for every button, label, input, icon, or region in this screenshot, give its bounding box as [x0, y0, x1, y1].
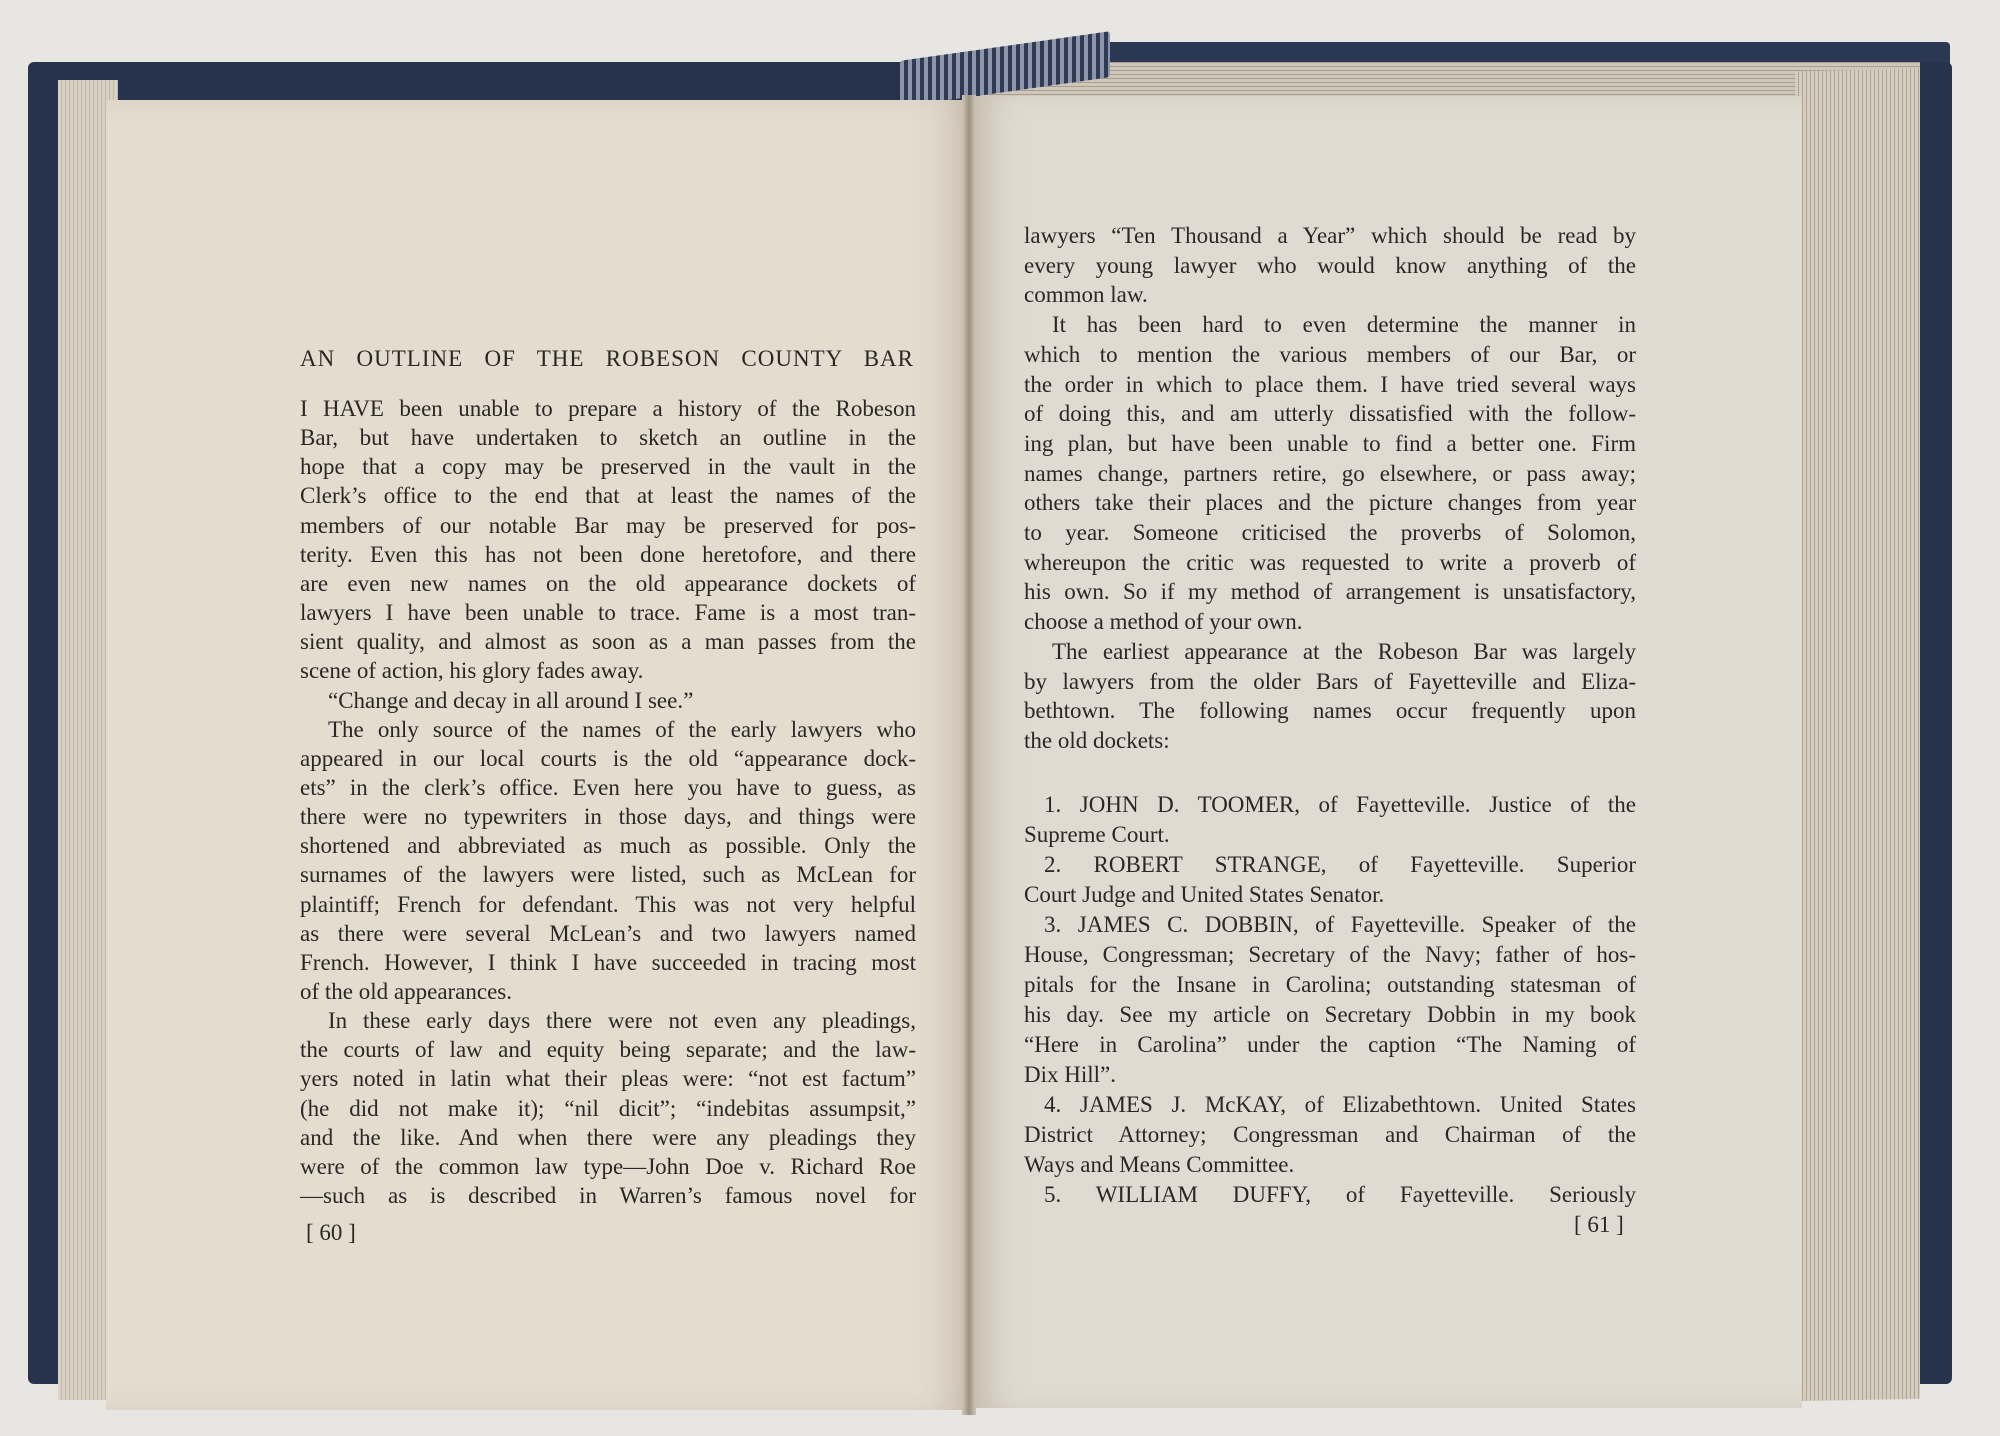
text-line: were of the common law type—John Doe v. Richard Roe: [300, 1153, 916, 1179]
text-line: Court Judge and United States Senator.: [1024, 882, 1385, 907]
text-line: others take their places and the picture changes from year: [1024, 490, 1636, 516]
text-line: whereupon the critic was requested to write a proverb of: [1024, 549, 1636, 575]
text-line: common law.: [1024, 282, 1148, 308]
text-line: (he did not make it); “nil dicit”; “indebitas assumpsit,”: [300, 1095, 916, 1121]
text-line: —such as is described in Warren’s famous novel for: [300, 1183, 916, 1209]
text-line: French. However, I think I have succeeded in tracing most: [300, 949, 916, 975]
page-number-left: [ 60 ]: [306, 1220, 356, 1245]
chapter-title: AN OUTLINE OF THE ROBESON COUNTY BAR: [300, 346, 914, 371]
text-line: Ways and Means Committee.: [1024, 1152, 1295, 1177]
text-line: 5. WILLIAM DUFFY, of Fayetteville. Seriously: [1044, 1182, 1636, 1207]
page-number-right: [ 61 ]: [1574, 1212, 1624, 1237]
text-line: his own. So if my method of arrangement is unsatisfactory,: [1024, 579, 1636, 605]
text-line: members of our notable Bar may be preserved for pos-: [300, 512, 916, 538]
text-line: shortened and abbreviated as much as possible. Only the: [300, 833, 916, 859]
page-edges-top: [980, 62, 1920, 98]
text-line: the order in which to place them. I have tried several ways: [1024, 371, 1636, 397]
text-line: ing plan, but have been unable to find a better one. Firm: [1024, 430, 1636, 456]
text-line: his day. See my article on Secretary Dobbin in my book: [1024, 1002, 1636, 1027]
text-line: I HAVE been unable to prepare a history of the Robeson: [300, 396, 916, 421]
text-line: surnames of the lawyers were listed, such as McLean for: [300, 862, 916, 888]
text-line: which to mention the various members of our Bar, or: [1024, 341, 1636, 367]
text-line: sient quality, and almost as soon as a man passes from the: [300, 629, 916, 655]
text-line: of doing this, and am utterly dissatisfied with the follow-: [1024, 401, 1636, 427]
text-line: choose a method of your own.: [1024, 609, 1303, 635]
text-line: pitals for the Insane in Carolina; outstanding statesman of: [1024, 972, 1636, 997]
text-line: by lawyers from the older Bars of Fayetteville and Eliza-: [1024, 668, 1636, 694]
text-line: yers noted in latin what their pleas were: “not est factum”: [300, 1066, 916, 1092]
text-line: hope that a copy may be preserved in the vault in the: [300, 454, 916, 480]
text-line: “Here in Carolina” under the caption “The Naming of: [1024, 1032, 1636, 1057]
text-line: Bar, but have undertaken to sketch an outline in the: [300, 425, 916, 451]
text-line: The earliest appearance at the Robeson Bar was largely: [1052, 638, 1636, 664]
text-line: lawyers I have been unable to trace. Fame is a most tran-: [300, 600, 916, 626]
page-edges-right: [1795, 69, 1920, 1401]
text-line: to year. Someone criticised the proverbs of Solomon,: [1024, 520, 1636, 545]
text-line: Dix Hill”.: [1024, 1062, 1116, 1087]
text-line: names change, partners retire, go elsewhere, or pass away;: [1024, 460, 1636, 486]
text-line: Supreme Court.: [1024, 822, 1170, 847]
text-line: lawyers “Ten Thousand a Year” which should be read by: [1024, 223, 1636, 248]
text-line: 3. JAMES C. DOBBIN, of Fayetteville. Speaker of the: [1044, 912, 1636, 937]
text-line: scene of action, his glory fades away.: [300, 658, 644, 684]
text-line: and the like. And when there were any pleadings they: [300, 1124, 916, 1150]
text-line: It has been hard to even determine the manner in: [1052, 312, 1636, 338]
text-line: of the old appearances.: [300, 979, 513, 1004]
text-line: ets” in the clerk’s office. Even here you have to guess, as: [300, 774, 916, 800]
text-line: bethtown. The following names occur frequently upon: [1024, 698, 1636, 724]
text-line: every young lawyer who would know anything of the: [1024, 252, 1636, 278]
text-line: plaintiff; French for defendant. This was not very helpful: [300, 891, 916, 917]
text-line: the old dockets:: [1024, 727, 1170, 753]
text-line: 1. JOHN D. TOOMER, of Fayetteville. Justice of the: [1044, 792, 1636, 817]
text-line: are even new names on the old appearance dockets of: [300, 570, 916, 596]
text-line: as there were several McLean’s and two lawyers named: [300, 920, 916, 946]
text-line: “Change and decay in all around I see.”: [328, 687, 694, 713]
text-line: Clerk’s office to the end that at least the names of the: [300, 483, 916, 509]
text-line: there were no typewriters in those days, and things were: [300, 804, 916, 830]
book-gutter: [962, 95, 976, 1415]
text-line: 2. ROBERT STRANGE, of Fayetteville. Superior: [1044, 852, 1636, 877]
text-line: District Attorney; Congressman and Chairman of the: [1024, 1122, 1636, 1147]
text-line: the courts of law and equity being separate; and the law-: [300, 1037, 916, 1063]
text-line: appeared in our local courts is the old “appearance dock-: [300, 745, 916, 771]
text-line: House, Congressman; Secretary of the Navy; father of hos-: [1024, 942, 1636, 967]
text-line: 4. JAMES J. McKAY, of Elizabethtown. United States: [1044, 1092, 1636, 1117]
text-line: terity. Even this has not been done heretofore, and there: [300, 541, 916, 567]
text-line: In these early days there were not even any pleadings,: [328, 1008, 916, 1034]
text-line: The only source of the names of the early lawyers who: [328, 716, 916, 742]
